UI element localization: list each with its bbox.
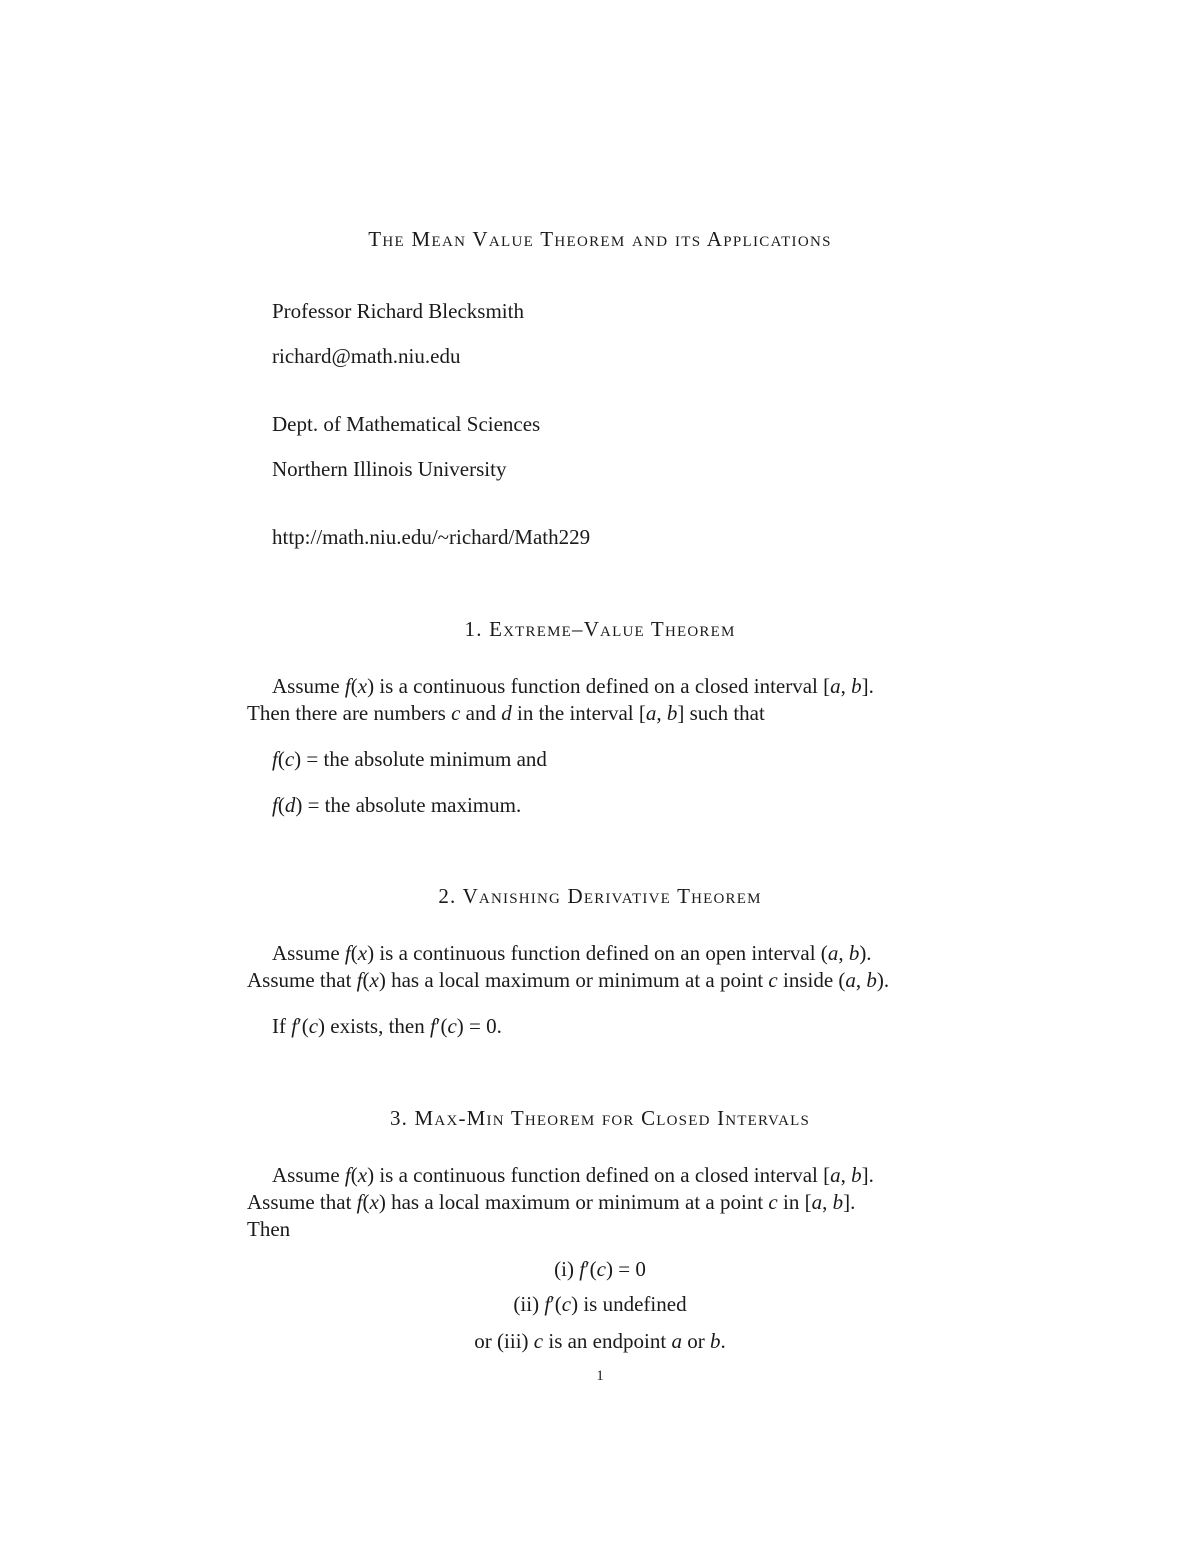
- section-2-paragraph-line-1: Assume f(x) is a continuous function defined on an open interval (a, b).: [272, 941, 872, 965]
- document-title: The Mean Value Theorem and its Applications: [368, 227, 832, 251]
- section-2-paragraph: [247, 940, 1023, 994]
- section-2-statement: If f′(c) exists, then f′(c) = 0.: [272, 1014, 502, 1038]
- page-number: 1: [596, 1368, 604, 1384]
- author-department: Dept. of Mathematical Sciences: [272, 412, 541, 436]
- author-email: richard@math.niu.edu: [272, 344, 461, 368]
- section-1-paragraph: [247, 673, 1023, 727]
- author-name: Professor Richard Blecksmith: [272, 299, 524, 323]
- section-3-case-3: or (iii) c is an endpoint a or b.: [474, 1329, 726, 1353]
- section-3-paragraph-line-2: Assume that f(x) has a local maximum or minimum at a point c in [a, b].: [247, 1190, 856, 1214]
- section-3-heading: 3. Max-Min Theorem for Closed Intervals: [389, 1106, 811, 1130]
- section-1-minimum-line: f(c) = the absolute minimum and: [272, 747, 547, 771]
- section-3-paragraph-line-1: Assume f(x) is a continuous function defined on a closed interval [a, b].: [272, 1163, 874, 1187]
- section-1-heading: 1. Extreme–Value Theorem: [464, 617, 736, 641]
- section-1-paragraph-line-2: Then there are numbers c and d in the interval [a, b] such that: [247, 701, 765, 725]
- section-2-paragraph-line-2: Assume that f(x) has a local maximum or minimum at a point c inside (a, b).: [247, 968, 890, 992]
- section-3-paragraph: [247, 1162, 1023, 1243]
- author-university: Northern Illinois University: [272, 457, 507, 481]
- section-1-maximum-line: f(d) = the absolute maximum.: [272, 793, 522, 817]
- author-url: http://math.niu.edu/~richard/Math229: [272, 525, 591, 549]
- section-1-paragraph-line-1: Assume f(x) is a continuous function defined on a closed interval [a, b].: [272, 674, 874, 698]
- section-3-case-2: (ii) f′(c) is undefined: [513, 1292, 687, 1316]
- section-3-paragraph-line-3: Then: [247, 1217, 291, 1241]
- section-2-heading: 2. Vanishing Derivative Theorem: [438, 884, 762, 908]
- section-3-case-1: (i) f′(c) = 0: [554, 1257, 646, 1281]
